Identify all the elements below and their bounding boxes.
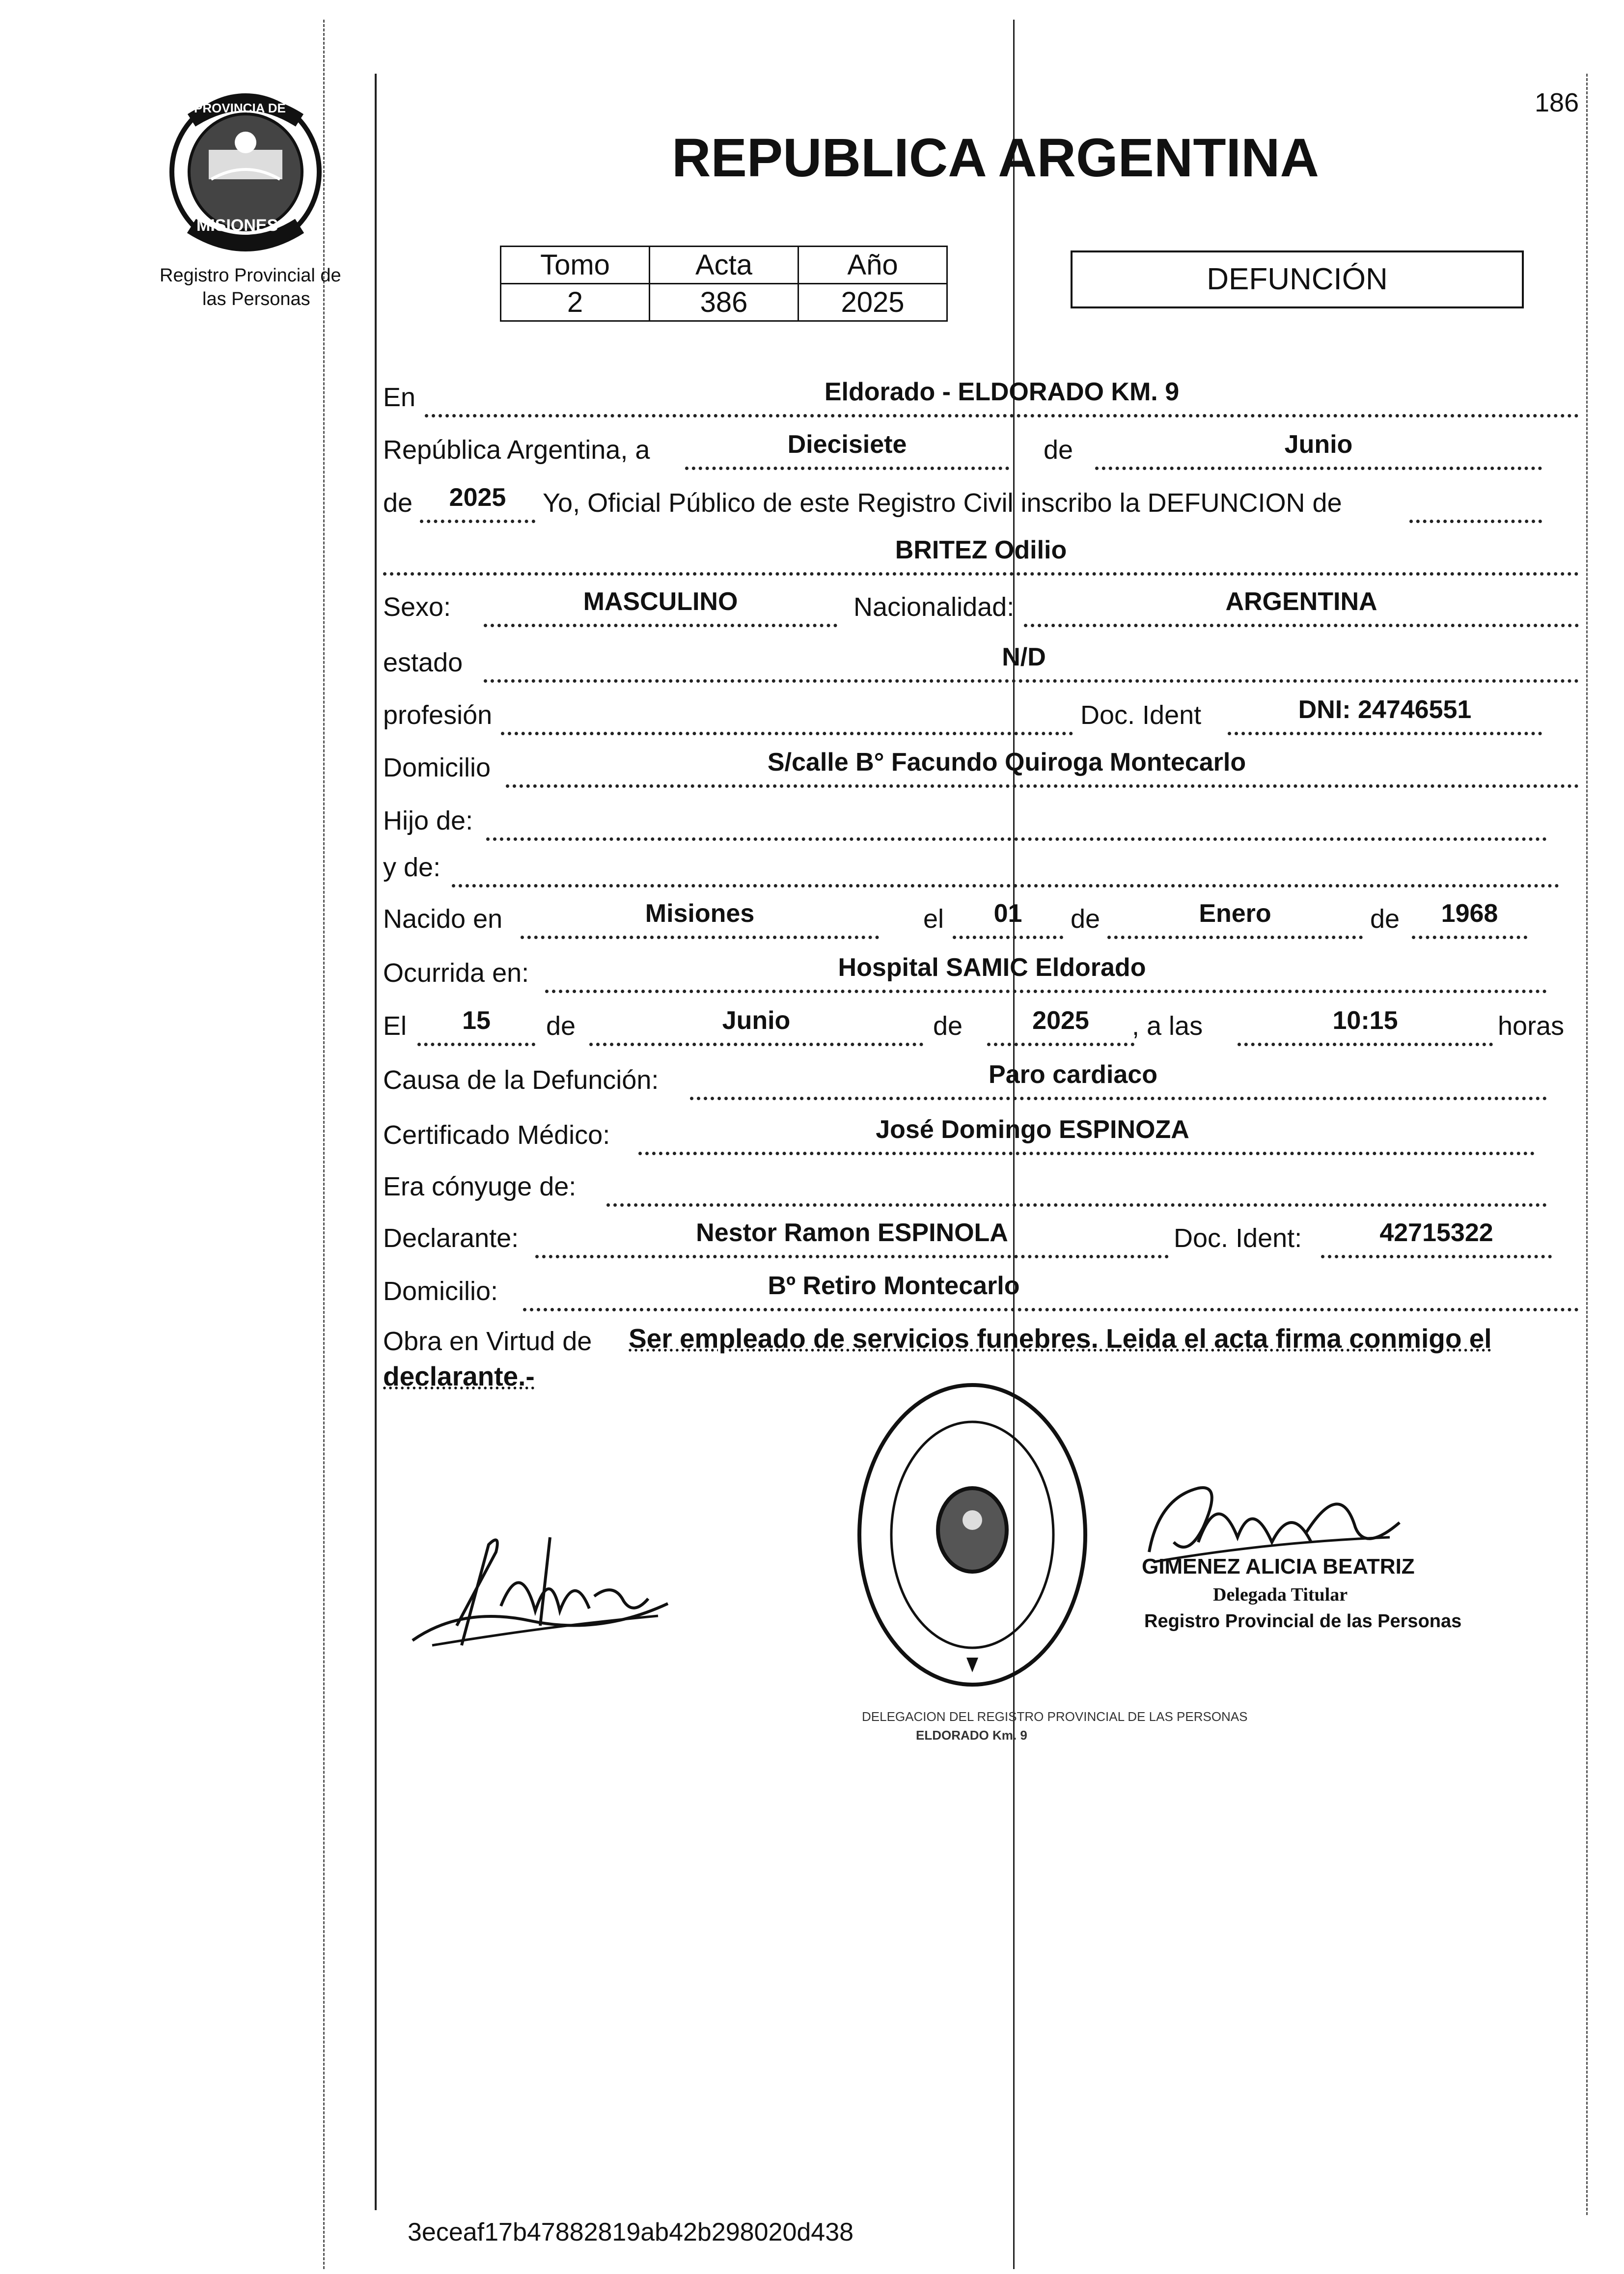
right-border-line xyxy=(1586,74,1589,2215)
field-anio: 2025 xyxy=(449,483,506,512)
label-hijo-de: Hijo de: xyxy=(383,806,473,835)
field-estado: N/D xyxy=(1002,643,1046,671)
label-republica: República Argentina, a xyxy=(383,435,650,465)
dotted-line xyxy=(638,1152,1535,1155)
label-conyuge: Era cónyuge de: xyxy=(383,1172,577,1201)
label-y-de: y de: xyxy=(383,853,441,882)
field-nombre: BRITEZ Odilio xyxy=(895,536,1067,564)
dotted-line xyxy=(420,520,535,523)
label-de-anio: de xyxy=(383,488,413,518)
label-causa: Causa de la Defunción: xyxy=(383,1065,659,1095)
document-title: REPUBLICA ARGENTINA xyxy=(672,128,1319,188)
dotted-line xyxy=(685,467,1009,470)
dotted-line xyxy=(501,732,1073,735)
dotted-line xyxy=(1024,624,1579,627)
label-de-2: de xyxy=(1071,904,1101,934)
field-nacionalidad: ARGENTINA xyxy=(1225,587,1377,616)
dotted-line xyxy=(606,1203,1547,1207)
label-certificado: Certificado Médico: xyxy=(383,1120,610,1150)
header-acta: Acta xyxy=(650,247,798,284)
label-doc-ident-2: Doc. Ident: xyxy=(1174,1223,1302,1253)
field-nac-dia: 01 xyxy=(993,899,1022,928)
label-nacionalidad: Nacionalidad: xyxy=(853,592,1015,622)
label-obra: Obra en Virtud de xyxy=(383,1327,592,1356)
label-de-3: de xyxy=(1370,904,1400,934)
field-nac-anio: 1968 xyxy=(1441,899,1498,928)
label-domicilio: Domicilio xyxy=(383,753,491,782)
field-def-anio: 2025 xyxy=(1032,1006,1089,1035)
dotted-line xyxy=(1321,1255,1552,1258)
official-stamp-icon xyxy=(852,1378,1093,1692)
dotted-line xyxy=(417,1043,535,1046)
dotted-line xyxy=(506,784,1579,788)
field-declarante-doc: 42715322 xyxy=(1379,1219,1493,1247)
label-nacido-en: Nacido en xyxy=(383,904,503,934)
label-estado: estado xyxy=(383,648,463,677)
dotted-line xyxy=(484,679,1579,683)
field-nac-mes: Enero xyxy=(1199,899,1271,928)
record-table xyxy=(500,246,948,322)
label-el-cap: El xyxy=(383,1011,407,1041)
stamp-ring-text: DELEGACION DEL REGISTRO PROVINCIAL DE LAS PERSONAS xyxy=(862,1709,1248,1724)
dotted-line xyxy=(1228,732,1542,735)
fold-line xyxy=(1013,20,1015,2269)
label-declarante: Declarante: xyxy=(383,1223,519,1253)
label-sexo: Sexo: xyxy=(383,592,451,622)
value-tomo: 2 xyxy=(501,284,650,321)
dotted-line xyxy=(545,990,1547,993)
field-ocurrida-en: Hospital SAMIC Eldorado xyxy=(838,953,1146,982)
stamp-inner-text: ELDORADO Km. 9 xyxy=(916,1728,1027,1743)
registry-line-2: las Personas xyxy=(202,289,310,309)
field-hora: 10:15 xyxy=(1332,1006,1398,1035)
dotted-line xyxy=(523,1308,1579,1311)
label-de-4: de xyxy=(546,1011,576,1041)
dotted-line xyxy=(987,1043,1134,1046)
value-anio: 2025 xyxy=(798,284,947,321)
label-a-las: , a las xyxy=(1132,1011,1203,1041)
field-def-mes: Junio xyxy=(722,1006,791,1035)
field-certificado: José Domingo ESPINOZA xyxy=(876,1115,1189,1144)
dotted-line xyxy=(1238,1043,1493,1046)
page-number: 186 xyxy=(1535,88,1579,117)
label-domicilio-2: Domicilio: xyxy=(383,1276,498,1306)
value-acta: 386 xyxy=(650,284,798,321)
field-domicilio: S/calle B° Facundo Quiroga Montecarlo xyxy=(767,748,1246,776)
dotted-line xyxy=(953,936,1063,939)
official-name: GIMENEZ ALICIA BEATRIZ xyxy=(1142,1554,1415,1579)
binding-margin-line xyxy=(323,20,326,2269)
dotted-line xyxy=(383,572,1579,576)
left-border-line xyxy=(375,74,377,2210)
dotted-line xyxy=(1412,936,1527,939)
label-de-5: de xyxy=(933,1011,963,1041)
dotted-line xyxy=(690,1097,1547,1100)
dotted-line xyxy=(486,837,1547,841)
document-hash: 3eceaf17b47882819ab42b298020d438 xyxy=(408,2218,854,2246)
declarant-signature xyxy=(403,1498,678,1660)
seal-text-bottom: MISIONES xyxy=(196,216,278,235)
official-title: Delegada Titular xyxy=(1213,1584,1348,1605)
field-lugar: Eldorado - ELDORADO KM. 9 xyxy=(824,378,1180,406)
field-causa: Paro cardiaco xyxy=(989,1060,1157,1089)
field-mes: Junio xyxy=(1284,430,1353,459)
label-ocurrida-en: Ocurrida en: xyxy=(383,958,529,988)
dotted-line xyxy=(1107,936,1363,939)
label-horas: horas xyxy=(1498,1011,1565,1041)
field-obra-line-1: Ser empleado de servicios funebres. Leida el acta firma conmigo el xyxy=(629,1323,1492,1354)
document-type-box: DEFUNCIÓN xyxy=(1071,250,1524,308)
label-el: el xyxy=(923,904,944,934)
registry-line-1: Registro Provincial de xyxy=(160,265,341,286)
dotted-line xyxy=(589,1043,923,1046)
dotted-line xyxy=(452,884,1559,887)
label-en: En xyxy=(383,383,416,412)
official-office: Registro Provincial de las Personas xyxy=(1144,1611,1462,1632)
label-doc-ident: Doc. Ident xyxy=(1080,700,1202,730)
field-documento: DNI: 24746551 xyxy=(1298,695,1472,724)
label-de: de xyxy=(1044,435,1073,465)
dotted-line xyxy=(521,936,879,939)
field-nacido-en: Misiones xyxy=(645,899,755,928)
dotted-line xyxy=(484,624,837,627)
dotted-line xyxy=(1409,520,1542,523)
dotted-line xyxy=(535,1255,1169,1258)
field-dia-letras: Diecisiete xyxy=(787,430,907,459)
seal-text-top: PROVINCIA DE xyxy=(194,101,286,115)
dotted-line xyxy=(1095,467,1542,470)
header-tomo: Tomo xyxy=(501,247,650,284)
field-declarante: Nestor Ramon ESPINOLA xyxy=(696,1219,1008,1247)
field-obra-line-2: declarante.- xyxy=(383,1361,535,1391)
header-anio: Año xyxy=(798,247,947,284)
label-profesion: profesión xyxy=(383,700,493,730)
field-declarante-domicilio: Bº Retiro Montecarlo xyxy=(768,1272,1020,1300)
field-def-dia: 15 xyxy=(462,1006,491,1035)
dotted-line xyxy=(425,414,1579,417)
field-sexo: MASCULINO xyxy=(583,587,738,616)
label-yo-oficial: Yo, Oficial Público de este Registro Civil inscribo la DEFUNCION de xyxy=(543,488,1342,518)
